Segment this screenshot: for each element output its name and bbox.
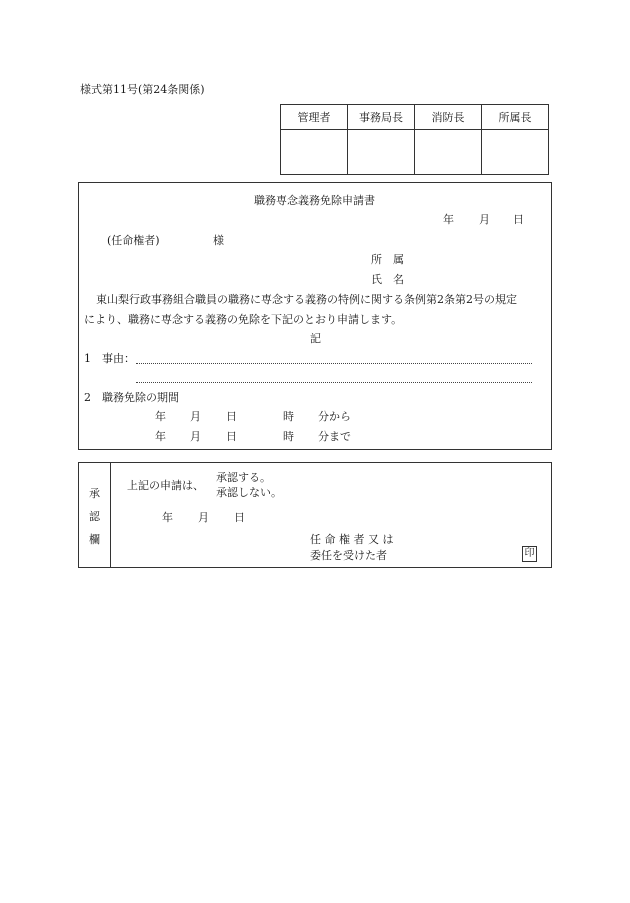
body-text-line2: により、職務に専念する義務の免除を下記のとおり申請します。	[84, 313, 403, 326]
from-month-label: 月	[190, 410, 201, 423]
from-hour-label: 時	[283, 410, 294, 423]
application-year-label: 年	[443, 213, 454, 226]
signer-label-line2: 委任を受けた者	[310, 549, 387, 562]
approval-side-char-2: 認	[89, 510, 100, 523]
to-minute-label: 分まで	[318, 430, 351, 443]
approval-side-column	[79, 463, 111, 567]
application-month-label: 月	[479, 213, 490, 226]
approval-year-label: 年	[162, 511, 173, 524]
to-month-label: 月	[190, 430, 201, 443]
from-day-label: 日	[226, 410, 237, 423]
stamp-cell-shozokucho[interactable]	[482, 130, 549, 175]
addressee-label: (任命権者)	[107, 234, 160, 247]
application-day-label: 日	[513, 213, 524, 226]
stamp-header-kanrisha: 管理者	[281, 105, 348, 130]
stamp-header-jimukyokucho: 事務局長	[348, 105, 415, 130]
affiliation-label: 所 属	[371, 253, 404, 266]
reason-line-1[interactable]	[136, 363, 532, 364]
approval-option-reject[interactable]: 承認しない。	[216, 486, 282, 499]
ki-label: 記	[310, 332, 321, 345]
stamp-cell-shobocho[interactable]	[415, 130, 482, 175]
approval-side-char-1: 承	[89, 487, 100, 500]
approval-statement: 上記の申請は、	[127, 479, 204, 492]
approval-option-approve[interactable]: 承認する。	[216, 471, 271, 484]
from-minute-label: 分から	[318, 410, 351, 423]
honorific: 様	[213, 234, 224, 247]
to-hour-label: 時	[283, 430, 294, 443]
stamp-cell-jimukyokucho[interactable]	[348, 130, 415, 175]
reason-line-2[interactable]	[136, 382, 532, 383]
stamp-header-shozokucho: 所属長	[482, 105, 549, 130]
seal-mark[interactable]: 印	[522, 546, 537, 562]
approval-day-label: 日	[234, 511, 245, 524]
form-number: 様式第11号(第24条関係)	[80, 83, 205, 96]
from-year-label: 年	[155, 410, 166, 423]
stamp-cell-kanrisha[interactable]	[281, 130, 348, 175]
approval-month-label: 月	[198, 511, 209, 524]
to-year-label: 年	[155, 430, 166, 443]
reason-label: 1 事由：	[84, 352, 135, 365]
form-title: 職務専念義務免除申請書	[254, 194, 375, 207]
to-day-label: 日	[226, 430, 237, 443]
approval-stamp-table	[280, 104, 549, 175]
body-text-line1: 東山梨行政事務組合職員の職務に専念する義務の特例に関する条例第2条第2号の規定	[96, 293, 517, 306]
period-label: 2 職務免除の期間	[84, 391, 179, 404]
approval-side-char-3: 欄	[89, 533, 100, 546]
signer-label-line1: 任 命 権 者 又 は	[310, 533, 394, 546]
stamp-header-shobocho: 消防長	[415, 105, 482, 130]
name-label: 氏 名	[371, 273, 404, 286]
